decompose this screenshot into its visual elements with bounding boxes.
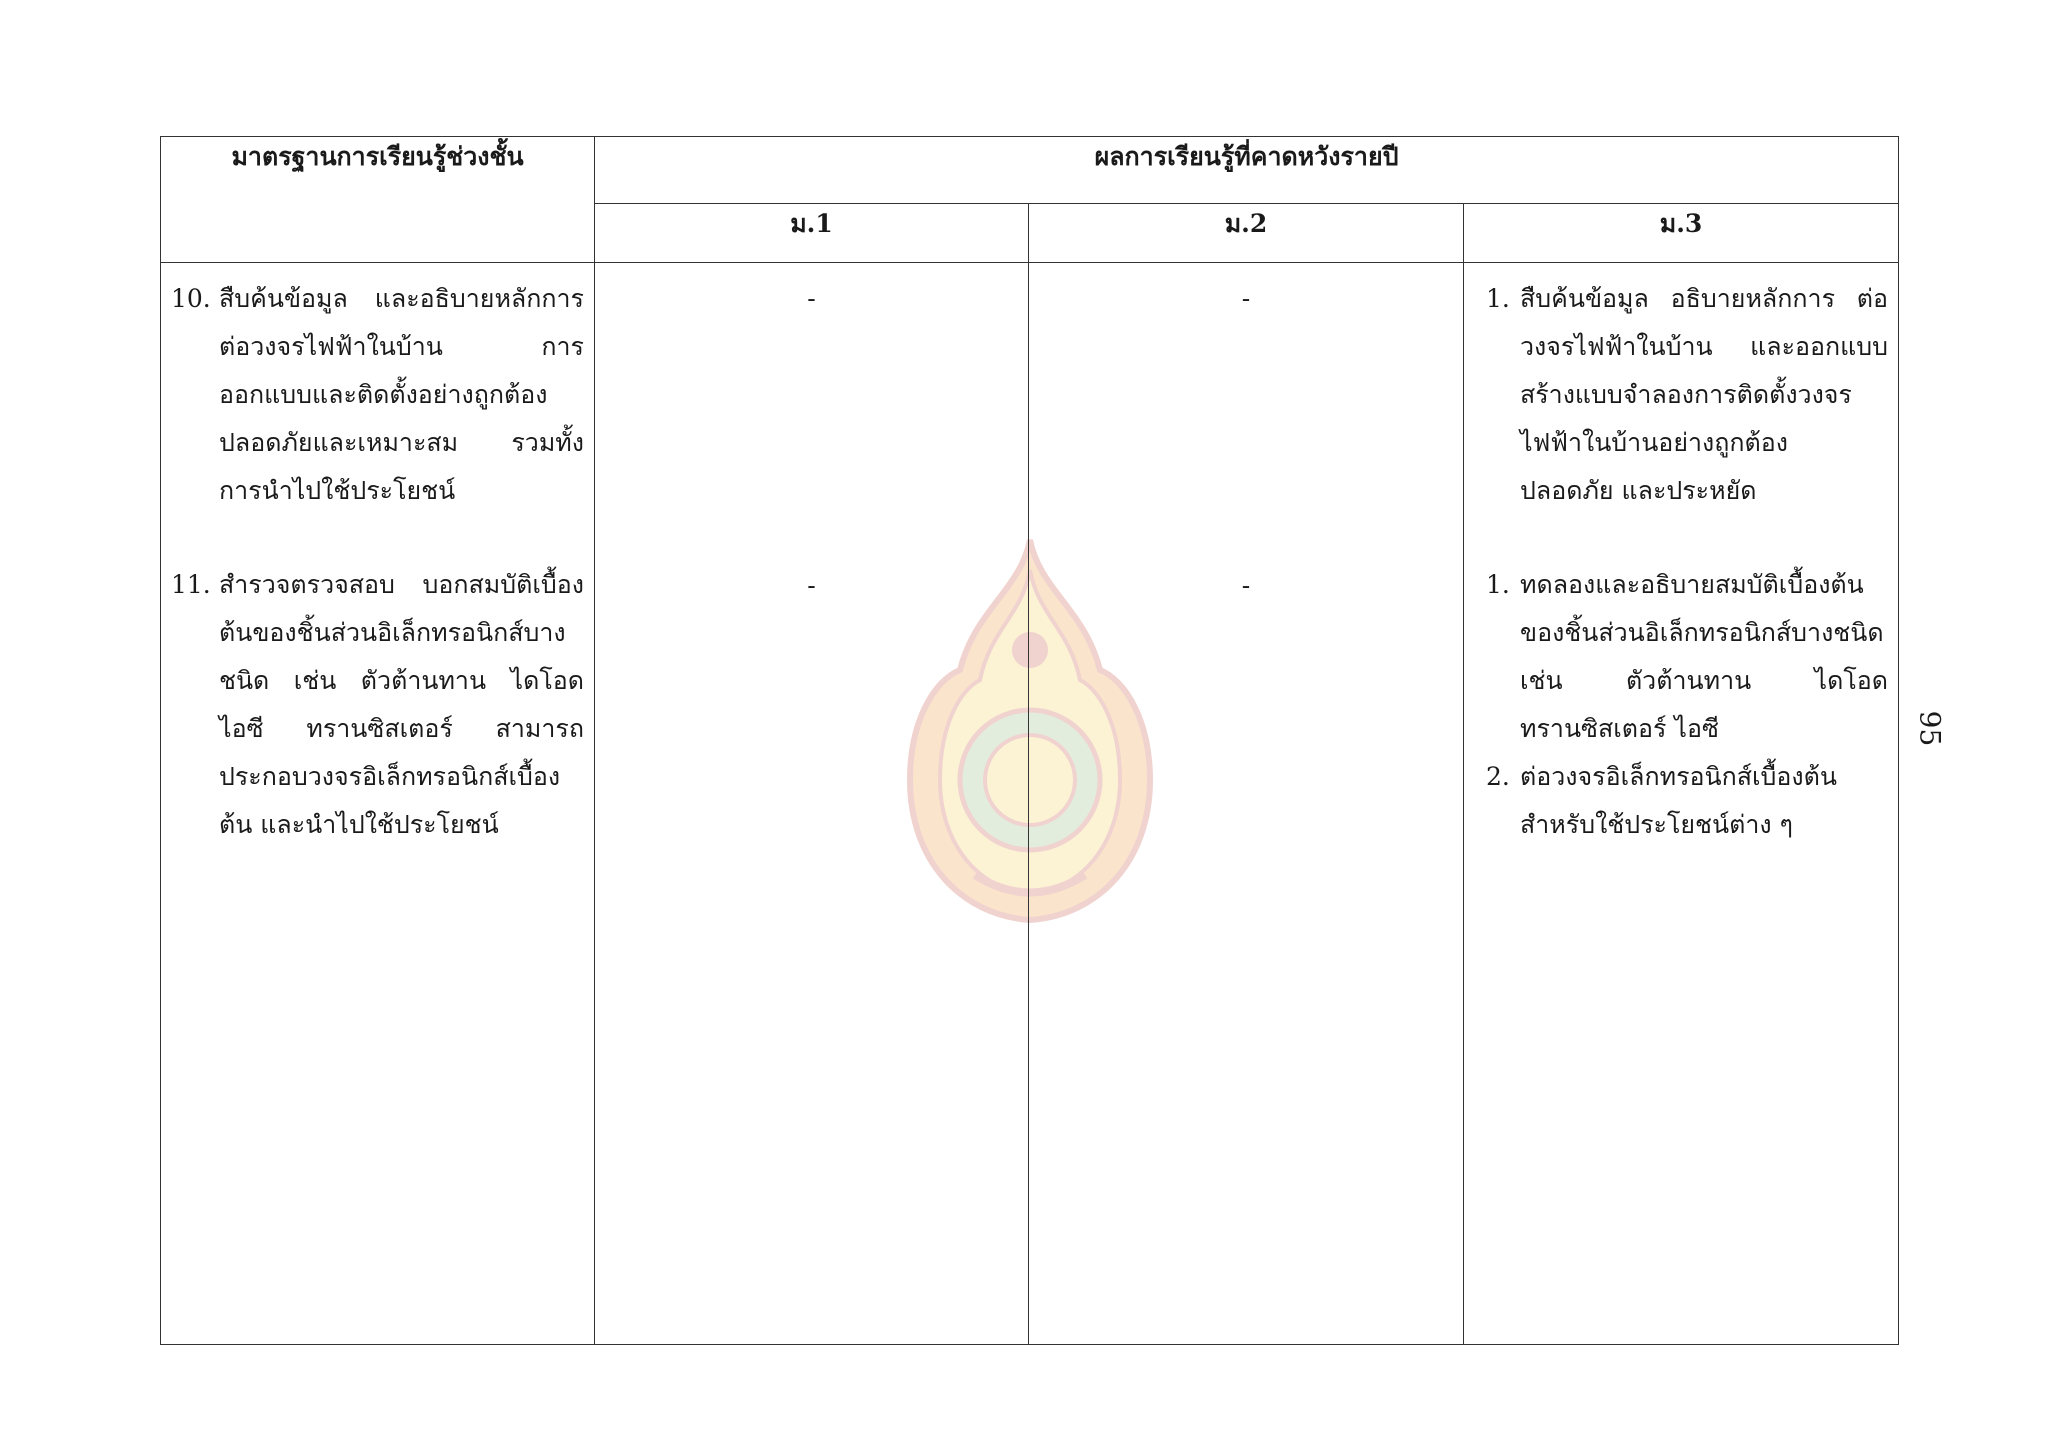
- curriculum-table: [160, 136, 1899, 1345]
- standard-column: [161, 263, 595, 1345]
- m3-item: [1486, 275, 1888, 515]
- standard-item-number: 11.: [171, 570, 211, 599]
- m1-column: [595, 263, 1029, 1345]
- standard-item: [171, 561, 584, 849]
- standard-item-number: 10.: [171, 284, 211, 313]
- m3-item: [1486, 561, 1888, 753]
- m3-item-text: ต่อวงจรอิเล็กทรอนิกส์เบื้องต้นสำหรับใช้ประโยชน์ต่าง ๆ: [1520, 762, 1837, 839]
- m3-item-text: สืบค้นข้อมูล อธิบายหลักการ ต่อวงจรไฟฟ้าในบ้าน และออกแบบสร้างแบบจำลองการติดตั้งวงจรไฟฟ้าในบ้านอย่างถูกต้อง ปลอดภัย และประหยัด: [1520, 284, 1889, 505]
- m3-item-number: 1.: [1486, 284, 1510, 313]
- grade-header-m2: ม.2: [1029, 204, 1464, 263]
- standard-item-text: สืบค้นข้อมูล และอธิบายหลักการต่อวงจรไฟฟ้าในบ้าน การออกแบบและติดตั้งอย่างถูกต้อง ปลอดภัยและเหมาะสม รวมทั้งการนำไปใช้ประโยชน์: [219, 284, 584, 505]
- standard-header-label: มาตรฐานการเรียนรู้ช่วงชั้น: [231, 142, 524, 171]
- standard-item: [171, 275, 584, 515]
- m3-item-number: 1.: [1486, 570, 1510, 599]
- m3-column: [1464, 263, 1899, 1345]
- content-row: [161, 263, 1899, 1345]
- m3-group: [1486, 561, 1888, 849]
- m2-cell: -: [1241, 284, 1251, 313]
- m3-group: [1486, 275, 1888, 515]
- m2-column: [1029, 263, 1464, 1345]
- grade-header-m3: ม.3: [1464, 204, 1899, 263]
- header-row-1: [161, 137, 1899, 204]
- m2-cell: -: [1241, 571, 1251, 600]
- m3-item-number: 2.: [1486, 762, 1510, 791]
- m1-cell: -: [807, 284, 816, 313]
- m3-item-text: ทดลองและอธิบายสมบัติเบื้องต้นของชิ้นส่วนอิเล็กทรอนิกส์บางชนิด เช่น ตัวต้านทาน ไดโอด ทรานซิสเตอร์ ไอซี: [1520, 570, 1889, 743]
- standard-item-text: สำรวจตรวจสอบ บอกสมบัติเบื้องต้นของชิ้นส่วนอิเล็กทรอนิกส์บางชนิด เช่น ตัวต้านทาน ไดโอด ไอซี ทรานซิสเตอร์ สามารถประกอบวงจรอิเล็กทรอนิกส์เบื้องต้น และนำไปใช้ประโยชน์: [219, 570, 584, 839]
- standard-header: [161, 137, 595, 263]
- expected-header-label: ผลการเรียนรู้ที่คาดหวังรายปี: [1094, 142, 1399, 171]
- m1-cell: -: [807, 571, 816, 600]
- grade-header-m1: ม.1: [595, 204, 1029, 263]
- page-number: 95: [1913, 710, 1947, 747]
- m3-item: [1486, 753, 1888, 849]
- expected-header: [595, 137, 1899, 204]
